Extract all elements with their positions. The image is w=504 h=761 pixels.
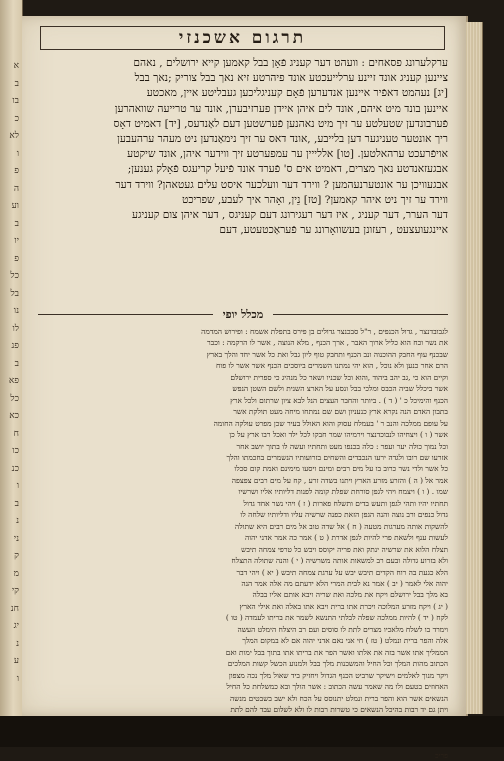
left-page-fragment: ני xyxy=(13,533,19,544)
commentary-line: אלה והפר ברית ונמלט ( טז ) חי אני נאם אדני יהוה אם לא במקום המלך xyxy=(242,636,448,646)
left-page-fragment: כ xyxy=(14,113,19,124)
commentary-heading: מכלל יופי xyxy=(222,307,264,321)
left-page-fragment: ו xyxy=(16,148,19,159)
translation-line: [יג] נעהמט דאפֿיר איינען אנדערען פֿאָם קעניגליכען געבליטע איין, מאכטע xyxy=(146,87,448,100)
left-page-fragment: פ xyxy=(14,253,19,264)
left-page-fragment: ה xyxy=(13,183,19,194)
left-page-fragment: כא xyxy=(9,411,19,421)
left-page-edge xyxy=(0,0,23,747)
left-page-fragment: כו xyxy=(12,446,19,456)
translation-line: פֿערבונדען שטעלטע ער זיך מיט נאהנען פֿערשטען דעם לאַנדעס, [יד] דאמיט דאָס xyxy=(113,117,448,130)
commentary-divider xyxy=(38,305,448,323)
commentary-line: וקיים הוא כי ,גב יהב ביהוד ,והוא וכל שכניו ושאר כל מנהיג כי ספרית ירושלם xyxy=(230,372,448,382)
page-stack-edge xyxy=(466,22,483,714)
left-page-fragment: כל xyxy=(10,271,19,281)
left-page-fragment: לו xyxy=(12,323,19,334)
commentary-line: לגבובדנצר , גדול הכנפים , ר"ל סבכנצר גדולים בן פירס בתפלת אשמח : ופירוש המדמה xyxy=(201,327,448,336)
left-page-fragment: ע xyxy=(13,656,19,666)
translation-line: אבגעוויכן ער אונטערנעהמען ? ווירד דער וועלכער איסט עלים געטאהן? ווירד דער xyxy=(115,178,448,191)
commentary-line: בתבון האדם הנה נקרא ארץ כנעניון ושם שם נמתחו מיחה מעט תולקת אשר xyxy=(233,407,448,417)
left-page-fragment: מ xyxy=(13,568,19,579)
left-page-fragment: כנ xyxy=(11,463,19,474)
left-page-fragment: נ xyxy=(16,638,19,649)
commentary-line: וכל נמוך כולה יער ועפר : כלה בכנפו מעט ותחתיו ועשה לו בתוך יושב אחר xyxy=(236,441,448,451)
left-page-fragment: ב xyxy=(14,498,19,509)
left-page-fragment: נו xyxy=(13,306,19,316)
translation-line: איינען בונד מיט איהם, אונד לים איהן איידן פערזיבערן, אונד ער טרייעה שוואהרען xyxy=(114,102,448,115)
commentary-line: יהוה אלי לאמר ( יב ) אמר נא לבית המרי הלא ידעתם מה אלה אמר הנה xyxy=(241,578,448,588)
page-title: תרגום אשכנזי xyxy=(178,28,307,48)
translation-line: ווירד ער זיך ניט איהר קאמען? [טז] נֵין, ואָהר איך לעבע, שפריכט xyxy=(181,193,448,206)
left-page-fragment: לא xyxy=(9,131,19,141)
left-page-fragment: בל xyxy=(10,288,19,299)
commentary-line: ולא בזרוע גדולה ובעם רב למשאות אותה משרשיה ( י ) והנה שתולה התצלח xyxy=(231,556,448,566)
book-page xyxy=(22,16,468,760)
commentary-line: שבכנף עוף החבק ההוכנוה ונב הכנף ותחבק טוף ליון גבל ואת כל אשר יחד והלך בארץ xyxy=(206,349,448,359)
left-page-fragment: ק xyxy=(14,551,19,561)
commentary-line: אשר ( ו ) ויצחיהו לנבוכדנצר וירמיהו שמר חבקו לכל ילד ואכל רבו ארץ על כן xyxy=(229,430,448,440)
left-page-fragment: וע xyxy=(11,201,19,211)
translation-line: ציינען קעניג אונד זיינע ערלייעכטע אונד פיהרטע זיא נאך בבל צוריק ;נאך בבל xyxy=(134,72,448,85)
left-page-fragment: חנ xyxy=(10,603,19,614)
left-page-fragment: א xyxy=(13,61,19,71)
translation-line: אויפֿרעכט ערהאלטען. [טו] אללייין ער עמפערטע זיך ווידער איהן, אונד שיקטע xyxy=(127,148,448,161)
title-frame xyxy=(40,26,445,50)
commentary-line: ( יג ) ויקח מזרע המלוכה ויכרת אתו ברית ויבא אתו באלה ואת אילי הארץ xyxy=(239,601,448,611)
commentary-line: ויתן גם יד רבות בהיכל הנשאים כי טשרות רבות לו ולא לשלום עבד להם לתת xyxy=(230,704,448,714)
translation-line: ריך אונטער טעניגער דען בלייבע, ,אונד דאס ער זיך נימאַנדען ניט מעהר ערהעבען xyxy=(117,133,448,146)
commentary-line: תצלח הלוא את שרשיה ינתק ואת פריה יקוסס ויבש כל טרפי צמחה תיבש xyxy=(241,544,448,554)
commentary-line: שמו . ( ו ) ויצמח ויהי לגפן סורחת שפלת קומה לפנות דליותיו אליו ושרשיו xyxy=(238,487,448,497)
commentary-line: גדול כנפים ורב נוצה והנה הגפן הזאת כפנה שרשיה עליו ודליותיו שלחה לו xyxy=(240,510,448,520)
commentary-line: אזרעו שם רובו ולגדה ירעו הנכבדים והשחים בזרועותיו הנשמרים בחכמתו והלך xyxy=(226,452,448,462)
bottom-shadow xyxy=(0,716,504,747)
left-page-fragment: יו xyxy=(14,236,19,246)
commentary-line: לעשות ענף ולשאת פרי להיות לגפן אדרת ( ט ) אמר כה אמר אדני יהוה xyxy=(244,533,448,543)
left-page-fragment: ו xyxy=(16,673,19,684)
commentary-line: אשר ביכלל שביה הכבס ומלכי בבל ונסע על הארצ השנית ולשם השטן הנפש xyxy=(232,384,448,394)
left-page-fragment: קי xyxy=(11,586,19,596)
divider-line-left xyxy=(38,314,213,315)
left-page-fragment: בו xyxy=(12,96,19,106)
translation-line: ערקלערונג פסאחים : וועהט דער קעניג פֿאָן בבל קאמען קייא ירושלים , נאהם xyxy=(133,57,448,69)
commentary-line: פריכ xyxy=(434,750,448,760)
commentary-line: ויקר מנוך לאלמים וישיקר שרביט הכנף הגדול ויחזיק ביד שאול מלך נכה מצפון xyxy=(228,670,448,680)
commentary-line: הרם אחר כנען ולא נוכל , הוא יהי נמתנו השמרים ביוסכים הכנף אשר אשר לו פוח xyxy=(215,361,448,371)
commentary-line: אמר אל ( ה ) והזרע מזרע הארץ ויתנו בשדה זרע , קח על מים רבים צפצפה xyxy=(231,475,448,485)
commentary-line: את נשר וכח הוא כליל ארוך האבר , ארך הכנף , מלא הנוצה , אשר לו הרקמה : וכבר xyxy=(207,338,448,348)
commentary-line: הממליך אתו אשר בזה את אלתו ואשר הפר את בריתו אתו בתוך בבל ימות ואם xyxy=(225,647,448,657)
translation-block xyxy=(38,56,448,238)
left-page-fragment: נ xyxy=(16,516,19,526)
commentary-line: תחתיו יהיו ותהי לגפן ותעש בדים ותשלח פארות ( ז ) ויהי נשר אחד גדול xyxy=(243,498,448,508)
commentary-line: הלא כגעת בה רוח הקדים תיבש יבש על ערגת צמחה תיבש ( יא ) ויהי דבר xyxy=(236,567,448,577)
left-page-fragment: ב xyxy=(14,218,19,229)
left-page-fragment: פנ xyxy=(11,341,19,351)
left-page-fragment: פ xyxy=(14,166,19,176)
commentary-line: על עופם ממלכה והנב ר ' בעמלח עסוק והוא האולל בעיר שכן מפרט עולקה החומה xyxy=(213,418,448,428)
commentary-line: כל אשר ולדי נשר כרוב בו על מים רבים ומינם ויסעו מימינם ואמת קום סכלו xyxy=(234,464,448,474)
left-page-fragment: ב xyxy=(14,78,19,89)
commentary-block xyxy=(38,326,448,761)
divider-line-right xyxy=(273,314,448,315)
left-page-fragment: ח xyxy=(13,428,19,439)
left-page-fragment: פא xyxy=(8,376,19,386)
left-page-fragment: ב xyxy=(14,358,19,369)
commentary-line: הנשאים אשר הוא והפר ברית ונמלט יתנוסס על הכח ולא ישב בשבטים מנשה xyxy=(230,693,448,703)
translation-line: אבגעזאנדטע נאך מצרים, דאמיט אים ס' פֿערד אונד פֿיעל קריעגס פֿאָלק גענען; xyxy=(127,163,448,176)
commentary-line: לקח ( יד ) להיות ממלכה שפלה לבלתי התנשא לשמר את בריתו לעמדה ( טו ) xyxy=(225,613,448,623)
left-page-fragment: כל xyxy=(10,393,19,404)
translation-line: איינגעועצעט , רעזונן בעשוואָרונג ער פֿעראַכטעטע, דעם xyxy=(219,224,448,237)
commentary-line: הכתוב מהות המלך וכל החיל והמשכנות מלך בבל ולמנוע הכשל קשות המלכים xyxy=(227,659,448,669)
left-page-fragment: ו xyxy=(16,481,19,491)
left-page-fragment: יג xyxy=(13,621,19,631)
commentary-line: הכנף והימיכל כ ' ( ד ) . ביותר והחבר העצים הנל לבא ציון שרתום ולכל ארץ xyxy=(230,395,448,405)
translation-line: דער הערר, דער קעניג , איז דער רעגירונג דעם קעניגס , דער איהן צום קעניגע xyxy=(131,209,448,222)
commentary-line: וימרד בו לשלח מלאכיו מצרים לתת לו סוסים ועם רב היצלח הימלט העשה xyxy=(237,624,448,634)
commentary-line: בא מלך בבל ירושלם ויקח את מלכה ואת שריה ויבא אותם אליו בבלה xyxy=(252,590,448,600)
commentary-line: האחוזים בטעם ולו מה שאמר עשה הכתוב : אשר הולך ובא כמשלחת כל החיל xyxy=(226,682,448,692)
commentary-line: להשקות אותה מערגות מטעה ( ח ) אל שדה טוב אל מים רבים היא שתולה xyxy=(234,521,448,531)
